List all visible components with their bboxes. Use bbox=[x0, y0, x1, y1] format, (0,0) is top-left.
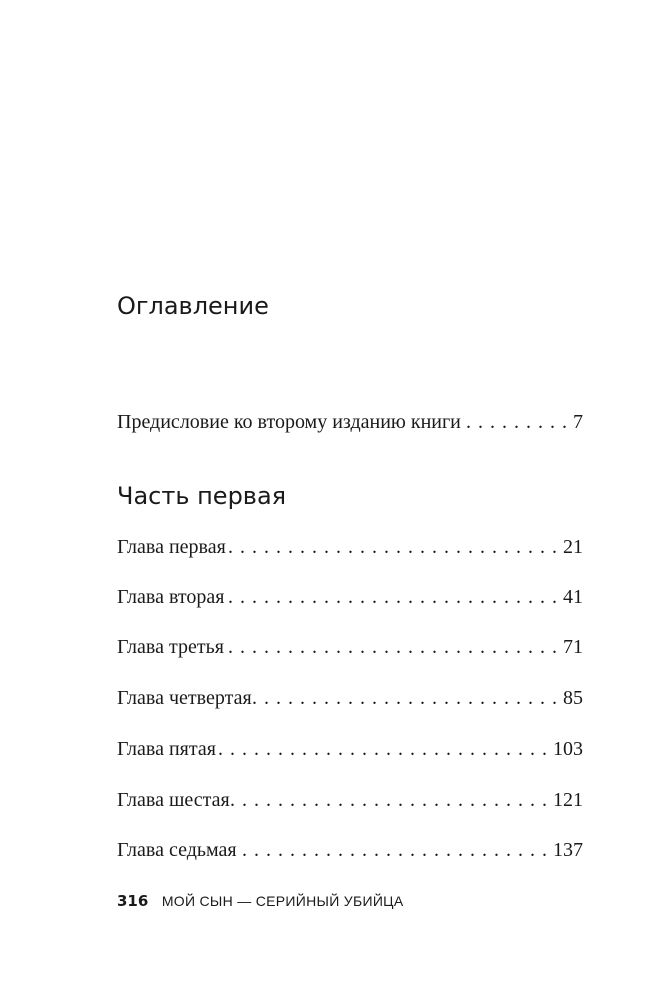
dot-leader bbox=[224, 585, 563, 609]
toc-entry-label: Глава третья bbox=[117, 636, 224, 658]
toc-entry-page: 71 bbox=[563, 636, 583, 658]
toc-title: Оглавление bbox=[117, 292, 269, 320]
toc-entry-page: 103 bbox=[553, 738, 583, 760]
page-number: 316 bbox=[117, 892, 149, 910]
toc-entry-chapter-3[interactable] bbox=[117, 635, 583, 659]
toc-entry-page: 21 bbox=[563, 536, 583, 558]
dot-leader bbox=[224, 635, 563, 659]
toc-entry-preface[interactable] bbox=[117, 410, 583, 434]
toc-entry-page: 7 bbox=[573, 411, 583, 433]
toc-entry-label: Глава пятая bbox=[117, 738, 216, 760]
dot-leader bbox=[226, 535, 563, 559]
toc-entry-chapter-2[interactable] bbox=[117, 585, 583, 609]
toc-entry-label: Глава вторая bbox=[117, 586, 225, 608]
dot-leader bbox=[216, 737, 553, 761]
toc-entry-page: 85 bbox=[563, 687, 583, 709]
dot-leader bbox=[237, 838, 553, 862]
book-title: МОЙ СЫН — СЕРИЙНЫЙ УБИЙЦА bbox=[161, 893, 404, 909]
running-footer bbox=[117, 893, 403, 911]
toc-entry-chapter-4[interactable] bbox=[117, 686, 583, 710]
dot-leader bbox=[230, 788, 553, 812]
dot-leader bbox=[252, 686, 563, 710]
toc-entry-label: Глава первая bbox=[117, 536, 226, 558]
toc-entry-page: 41 bbox=[563, 586, 583, 608]
toc-entry-page: 137 bbox=[553, 839, 583, 861]
toc-entry-page: 121 bbox=[553, 789, 583, 811]
toc-entry-chapter-5[interactable] bbox=[117, 737, 583, 761]
toc-entry-label: Глава седьмая bbox=[117, 839, 237, 861]
toc-entry-chapter-1[interactable] bbox=[117, 535, 583, 559]
dot-leader bbox=[461, 410, 573, 434]
toc-entry-chapter-7[interactable] bbox=[117, 838, 583, 862]
toc-entry-label: Глава шестая bbox=[117, 789, 230, 811]
toc-entry-label: Предисловие ко второму изданию книги bbox=[117, 411, 461, 433]
toc-entry-label: Глава четвертая bbox=[117, 687, 252, 709]
toc-entry-chapter-6[interactable] bbox=[117, 788, 583, 812]
part-title: Часть первая bbox=[117, 482, 287, 510]
